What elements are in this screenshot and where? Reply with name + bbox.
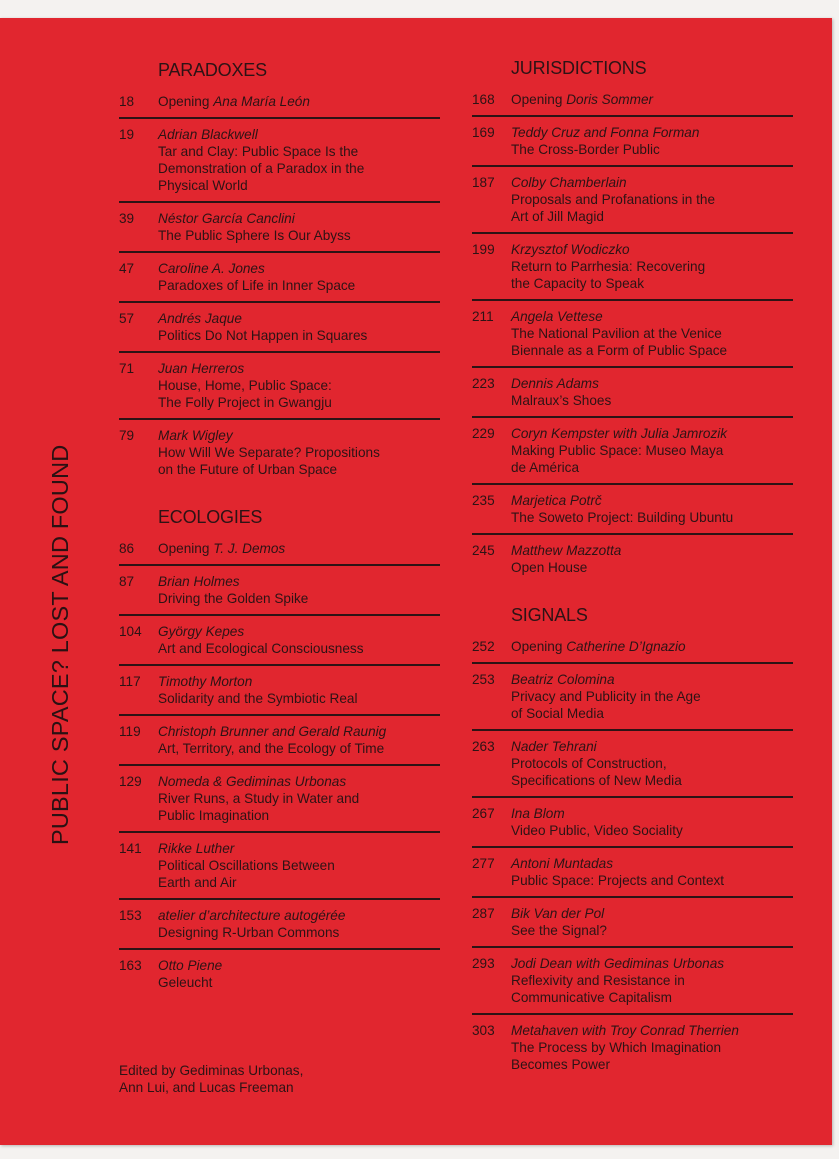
author-name: Ina Blom [511,806,565,821]
essay-title-line: Becomes Power [511,1057,610,1072]
essay-title-line: River Runs, a Study in Water and [158,791,360,806]
author-name: Timothy Morton [158,674,253,689]
author-name: Otto Piene [158,958,223,973]
page-number: 79 [119,428,135,443]
essay-title-line: Privacy and Publicity in the Age [511,689,701,704]
toc-entry [472,1015,793,1080]
author-name: Marjetica Potrč [511,493,602,508]
essay-title-line: The Process by Which Imagination [511,1040,722,1055]
toc-entry [472,167,793,234]
page-number: 253 [472,672,495,687]
essay-title-line: Designing R-Urban Commons [158,925,340,940]
author-name: Jodi Dean with Gediminas Urbonas [511,956,725,971]
toc-entry [119,203,440,253]
toc-entry [119,253,440,303]
essay-title-line: Specifications of New Media [511,773,682,788]
author-line [511,492,793,509]
author-line [158,310,440,327]
toc-column-left [119,58,440,998]
essay-title-line: Malraux’s Shoes [511,393,612,408]
essay-title-line: of Social Media [511,706,604,721]
essay-title-line: Paradoxes of Life in Inner Space [158,278,356,293]
page-number: 117 [119,674,141,689]
essay-title-line: House, Home, Public Space: [158,378,332,393]
page-number: 199 [472,242,495,257]
author-name: Coryn Kempster with Julia Jamrozik [511,426,728,441]
page-number: 39 [119,211,135,226]
essay-title-line: Art and Ecological Consciousness [158,641,364,656]
editors-line: Ann Lui, and Lucas Freeman [119,1080,294,1095]
page-number: 153 [119,908,142,923]
author-line [511,955,793,972]
page-number: 287 [472,906,495,921]
section-heading: JURISDICTIONS [511,58,647,78]
opening-label: Opening [511,639,563,654]
toc-entry [119,353,440,420]
author-line [158,260,440,277]
author-line [158,673,440,690]
page-number: 47 [119,261,135,276]
opening-label: Opening [158,94,210,109]
author-name: Ana María León [213,94,310,109]
author-name: Caroline A. Jones [158,261,265,276]
author-line [158,540,440,557]
author-name: Beatriz Colomina [511,672,615,687]
author-name: Mark Wigley [158,428,233,443]
essay-title-line: Video Public, Video Sociality [511,823,683,838]
author-line [158,360,440,377]
author-line [511,855,793,872]
author-name: Rikke Luther [158,841,235,856]
page-number: 71 [119,361,135,376]
section-heading: SIGNALS [511,605,588,625]
essay-title-line: de América [511,460,580,475]
author-line [511,425,793,442]
toc-entry [119,119,440,203]
toc-entry [119,950,440,998]
toc-entry [119,766,440,833]
page-number: 104 [119,624,142,639]
essay-title-line: The Cross-Border Public [511,142,660,157]
page-number: 187 [472,175,495,190]
essay-title-line: Tar and Clay: Public Space Is the [158,144,359,159]
essay-title-line: Reflexivity and Resistance in [511,973,685,988]
author-line [158,907,440,924]
author-name: Andrés Jaque [158,311,242,326]
author-line [511,738,793,755]
opening-label: Opening [511,92,563,107]
toc-entry [119,420,440,485]
essay-title-line: The Soweto Project: Building Ubuntu [511,510,734,525]
toc-column-right [472,56,793,1080]
essay-title-line: Political Oscillations Between [158,858,335,873]
toc-entry [119,716,440,766]
page-number: 267 [472,806,495,821]
author-name: Colby Chamberlain [511,175,627,190]
book-cover [0,18,832,1145]
toc-entry [472,848,793,898]
author-name: Dennis Adams [511,376,599,391]
author-line [511,375,793,392]
toc-entry [119,303,440,353]
author-line [511,542,793,559]
toc-section [472,603,793,1080]
page-number: 57 [119,311,135,326]
author-name: Matthew Mazzotta [511,543,622,558]
essay-title-line: The Folly Project in Gwangju [158,395,332,410]
page-number: 19 [119,127,135,142]
page-number: 229 [472,426,495,441]
author-line [158,93,440,110]
author-line [158,210,440,227]
author-line [158,723,440,740]
toc-entry [472,948,793,1015]
essay-title-line: the Capacity to Speak [511,276,644,291]
toc-entry [472,798,793,848]
essay-title-line: Public Space: Projects and Context [511,873,725,888]
opening-label: Opening [158,541,210,556]
author-line [158,623,440,640]
essay-title-line: How Will We Separate? Propositions [158,445,380,460]
page-number: 211 [472,309,494,324]
toc-entry [472,418,793,485]
page-number: 169 [472,125,495,140]
toc-entry [472,117,793,167]
author-line [158,840,440,857]
book-title-vertical: PUBLIC SPACE? LOST AND FOUND [47,444,73,845]
toc-entry [472,301,793,368]
toc-entry [119,616,440,666]
author-name: Krzysztof Wodiczko [511,242,630,257]
toc-entry [119,833,440,900]
page-number: 293 [472,956,495,971]
essay-title-line: Solidarity and the Symbiotic Real [158,691,358,706]
author-line [511,805,793,822]
page-number: 235 [472,493,495,508]
page-number: 86 [119,541,135,556]
toc-entry [119,533,440,566]
author-name: Néstor García Canclini [158,211,295,226]
author-name: Adrian Blackwell [158,127,258,142]
essay-title-line: Geleucht [158,975,213,990]
toc-entry [119,666,440,716]
editors-credit [119,1062,303,1096]
toc-entry [472,84,793,117]
essay-title-line: The Public Sphere Is Our Abyss [158,228,351,243]
author-name: Juan Herreros [158,361,245,376]
toc-entry [472,234,793,301]
author-name: Angela Vettese [511,309,603,324]
essay-title-line: Public Imagination [158,808,270,823]
author-name: Nader Tehrani [511,739,597,754]
author-name: Nomeda & Gediminas Urbonas [158,774,347,789]
author-line [158,427,440,444]
page-number: 277 [472,856,495,871]
page-number: 18 [119,94,135,109]
toc-entry [472,535,793,583]
toc-entry [472,898,793,948]
essay-title-line: on the Future of Urban Space [158,462,338,477]
author-name: Metahaven with Troy Conrad Therrien [511,1023,739,1038]
author-name: Bik Van der Pol [511,906,605,921]
author-name: atelier d’architecture autogérée [158,908,346,923]
essay-title-line: Driving the Golden Spike [158,591,309,606]
page-number: 223 [472,376,495,391]
author-line [511,241,793,258]
editors-line: Edited by Gediminas Urbonas, [119,1063,304,1078]
essay-title-line: Physical World [158,178,248,193]
toc-entry [472,731,793,798]
author-name: Christoph Brunner and Gerald Raunig [158,724,387,739]
author-line [158,773,440,790]
essay-title-line: Demonstration of a Paradox in the [158,161,365,176]
essay-title-line: Return to Parrhesia: Recovering [511,259,706,274]
essay-title-line: Biennale as a Form of Public Space [511,343,728,358]
author-line [511,905,793,922]
toc-entry [119,86,440,119]
toc-entry [119,566,440,616]
page-number: 87 [119,574,135,589]
author-name: Antoni Muntadas [511,856,614,871]
toc-entry [472,631,793,664]
section-heading: PARADOXES [158,60,267,80]
author-line [511,671,793,688]
author-name: Catherine D’Ignazio [566,639,686,654]
essay-title-line: Open House [511,560,588,575]
author-line [511,638,793,655]
essay-title-line: Proposals and Profanations in the [511,192,716,207]
essay-title-line: Art, Territory, and the Ecology of Time [158,741,385,756]
essay-title-line: The National Pavilion at the Venice [511,326,722,341]
page-number: 263 [472,739,495,754]
author-line [511,91,793,108]
toc-entry [472,664,793,731]
author-line [158,957,440,974]
author-name: György Kepes [158,624,245,639]
page-number: 252 [472,639,495,654]
page-number: 119 [119,724,141,739]
author-line [511,1022,793,1039]
author-line [511,174,793,191]
author-line [511,308,793,325]
toc-section [119,505,440,998]
toc-section [472,56,793,583]
page-number: 163 [119,958,142,973]
page-number: 129 [119,774,142,789]
toc-section [119,58,440,485]
page-number: 168 [472,92,495,107]
essay-title-line: Protocols of Construction, [511,756,667,771]
essay-title-line: Making Public Space: Museo Maya [511,443,724,458]
toc-entry [472,368,793,418]
author-name: Teddy Cruz and Fonna Forman [511,125,700,140]
author-name: T. J. Demos [213,541,286,556]
toc-entry [472,485,793,535]
author-line [158,573,440,590]
essay-title-line: Communicative Capitalism [511,990,672,1005]
author-name: Doris Sommer [566,92,654,107]
page-number: 245 [472,543,495,558]
author-name: Brian Holmes [158,574,240,589]
author-line [511,124,793,141]
essay-title-line: Earth and Air [158,875,237,890]
page-number: 141 [119,841,142,856]
toc-entry [119,900,440,950]
section-heading: ECOLOGIES [158,507,263,527]
author-line [158,126,440,143]
essay-title-line: Politics Do Not Happen in Squares [158,328,368,343]
essay-title-line: See the Signal? [511,923,607,938]
page-number: 303 [472,1023,495,1038]
essay-title-line: Art of Jill Magid [511,209,604,224]
